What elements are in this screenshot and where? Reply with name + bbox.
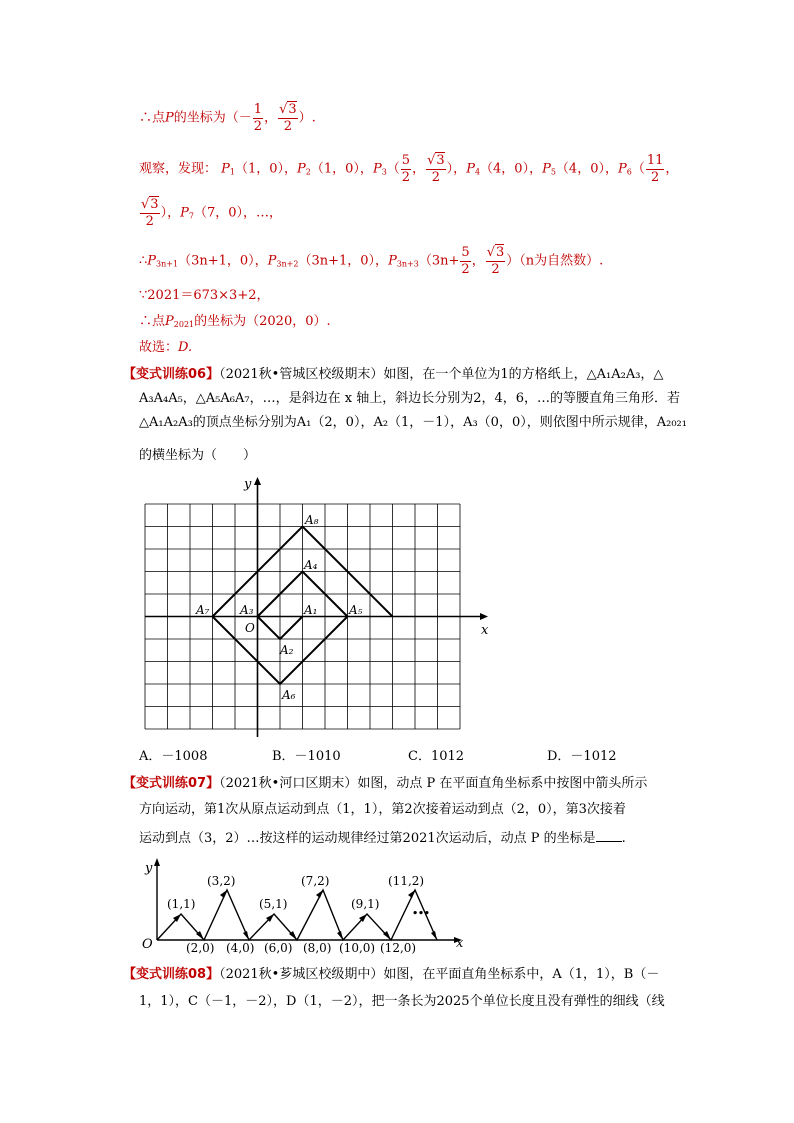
label-a6: A₆ bbox=[282, 688, 296, 702]
y-axis-label: y bbox=[244, 477, 252, 492]
var: P bbox=[297, 161, 306, 177]
label-p20: (2,0) bbox=[186, 941, 215, 955]
q07-zigzag-diagram bbox=[140, 852, 475, 958]
den: 2 bbox=[491, 262, 500, 277]
text: ）. bbox=[298, 110, 316, 126]
text: ， bbox=[412, 161, 426, 177]
text: （2021秋•河口区期末）如图，动点 P 在平面直角坐标系中按图中箭头所示 bbox=[219, 776, 648, 791]
num: √3 bbox=[486, 245, 505, 260]
sub: 3n+3 bbox=[396, 259, 419, 269]
label-p40: (4,0) bbox=[226, 941, 255, 955]
var: P bbox=[147, 253, 157, 269]
sub: 5 bbox=[550, 167, 556, 177]
q07-line-3 bbox=[139, 829, 626, 848]
text: . bbox=[621, 831, 626, 846]
fraction bbox=[401, 153, 411, 186]
label-a5: A₅ bbox=[349, 603, 363, 617]
var: P bbox=[466, 161, 475, 177]
text: （ bbox=[386, 161, 400, 177]
origin-label: O bbox=[245, 621, 255, 635]
num: 11 bbox=[646, 152, 664, 168]
choice-a[interactable]: A．－1008 bbox=[139, 749, 208, 764]
den: 2 bbox=[650, 169, 660, 185]
label-p112: (11,2) bbox=[388, 874, 425, 888]
label-p100: (10,0) bbox=[339, 941, 376, 955]
y-axis-arrow bbox=[154, 858, 160, 866]
q07-line-2: 方向运动，第1次从原点运动到点（1，1），第2次接着运动到点（2，0），第3次接着 bbox=[139, 802, 626, 817]
q08-line-2: 1，1），C（－1，－2），D（1，－2），把一条长为2025个单位长度且没有弹性的细线（线 bbox=[139, 994, 665, 1009]
label-a1: A₁ bbox=[304, 603, 318, 617]
text: （ bbox=[631, 161, 645, 177]
solution-line-6 bbox=[139, 313, 331, 334]
x-axis-arrow bbox=[480, 613, 488, 620]
label-p60: (6,0) bbox=[264, 941, 293, 955]
num: √3 bbox=[141, 197, 159, 212]
text: ）， bbox=[446, 161, 467, 177]
sub: 3n+2 bbox=[276, 259, 299, 269]
label-p51: (5,1) bbox=[259, 897, 288, 911]
label-p11: (1,1) bbox=[167, 897, 196, 911]
var: P bbox=[165, 110, 174, 126]
text: 运动到点（3，2）…按这样的运动规律经过第2021次运动后，动点 P 的坐标是 bbox=[139, 831, 596, 846]
label-a7: A₇ bbox=[196, 603, 210, 617]
num: 5 bbox=[461, 244, 470, 260]
text: （3n+1，0）， bbox=[298, 253, 389, 269]
num: 5 bbox=[401, 152, 411, 168]
text: ∴ bbox=[139, 253, 148, 269]
sqrt: 3 bbox=[288, 102, 297, 117]
label-a8: A₈ bbox=[305, 513, 319, 527]
text: （3n+ bbox=[418, 253, 460, 269]
sub: 4 bbox=[474, 167, 481, 177]
fraction bbox=[426, 152, 446, 186]
solution-line-1 bbox=[139, 101, 316, 135]
text: ， bbox=[665, 161, 679, 177]
q06-line-3: △A₁A₂A₃的顶点坐标分别为A₁（2，0），A₂（1，－1），A₃（0，0），则依图中所示规律，A₂₀₂₁ bbox=[139, 415, 687, 430]
text: 故选： bbox=[139, 340, 179, 355]
label-p32: (3,2) bbox=[207, 874, 236, 888]
label-a2: A₂ bbox=[280, 643, 294, 657]
origin-label: O bbox=[142, 937, 153, 952]
choice-c[interactable]: C．1012 bbox=[408, 749, 465, 764]
text: （1，0）， bbox=[235, 161, 298, 177]
var: P bbox=[542, 161, 551, 177]
text: ， bbox=[471, 253, 485, 269]
label-p91: (9,1) bbox=[351, 897, 380, 911]
answer-blank[interactable] bbox=[596, 829, 622, 842]
text: （2021秋•芗城区校级期中）如图，在平面直角坐标系中，A（1，1），B（－ bbox=[219, 967, 660, 982]
text: （3n+1，0）， bbox=[178, 253, 268, 269]
label-a3: A₃ bbox=[240, 603, 254, 617]
sub: 1 bbox=[229, 167, 235, 177]
text: 观察，发现： bbox=[139, 161, 218, 177]
text: （4，0）， bbox=[480, 161, 543, 177]
den: 2 bbox=[283, 119, 292, 134]
fraction bbox=[278, 101, 298, 135]
text: ∴点 bbox=[139, 314, 166, 329]
den: 2 bbox=[145, 214, 154, 229]
text: （7，0），…， bbox=[193, 205, 282, 221]
fraction bbox=[486, 244, 506, 278]
var: P bbox=[180, 205, 189, 221]
solution-line-2 bbox=[139, 152, 678, 186]
fraction bbox=[253, 102, 263, 135]
sqrt: 3 bbox=[150, 197, 159, 212]
var: P bbox=[221, 161, 230, 177]
sub: 2021 bbox=[173, 320, 195, 329]
text: 的坐标为（－ bbox=[173, 110, 252, 126]
solution-line-7 bbox=[139, 339, 192, 357]
den: 2 bbox=[253, 118, 263, 134]
sub: 7 bbox=[188, 211, 194, 221]
x-axis-label: x bbox=[456, 936, 464, 951]
sqrt: 3 bbox=[496, 245, 505, 260]
fraction bbox=[646, 153, 665, 186]
sub: 6 bbox=[626, 167, 632, 177]
y-axis-label: y bbox=[145, 861, 153, 876]
x-axis-label: x bbox=[481, 623, 489, 638]
solution-line-5: ∵2021＝673×3+2， bbox=[139, 288, 270, 303]
solution-line-3 bbox=[139, 196, 282, 230]
label-p80: (8,0) bbox=[303, 941, 332, 955]
text: （2021秋•管城区校级期末）如图，在一个单位为1的方格纸上，△A₁A₂A₃，△ bbox=[219, 367, 664, 382]
sub: 3 bbox=[381, 167, 387, 177]
q08-line-1 bbox=[123, 966, 659, 984]
text: （4，0）， bbox=[555, 161, 618, 177]
den: 2 bbox=[431, 170, 441, 185]
var: P bbox=[165, 314, 174, 329]
q06-line-4: 的横坐标为（ ） bbox=[139, 448, 257, 463]
fraction bbox=[140, 196, 160, 230]
text: ）（n为自然数）. bbox=[506, 253, 604, 269]
num: √3 bbox=[279, 102, 297, 117]
arrowheads bbox=[173, 890, 437, 940]
q06-grid-diagram bbox=[130, 472, 500, 744]
sqrt: 3 bbox=[436, 153, 445, 168]
sub: 3n+1 bbox=[156, 259, 179, 269]
text: ， bbox=[264, 110, 278, 126]
q07-line-1 bbox=[123, 775, 647, 793]
y-axis-arrow bbox=[254, 477, 261, 485]
fraction bbox=[460, 245, 470, 278]
q06-line-2: A₃A₄A₅，△A₅A₆A₇，…，是斜边在 x 轴上，斜边长分别为2，4，6，…的等腰直角三角形．若 bbox=[139, 391, 681, 406]
answer: D. bbox=[178, 340, 193, 355]
text: 的坐标为（2020，0）. bbox=[194, 314, 331, 329]
label-a4: A₄ bbox=[304, 558, 318, 572]
var: P bbox=[267, 253, 277, 269]
var: P bbox=[372, 161, 382, 177]
label-p72: (7,2) bbox=[301, 874, 330, 888]
question-tag: 【变式训练06】 bbox=[123, 367, 220, 382]
ellipsis: … bbox=[412, 898, 430, 919]
text: ）， bbox=[160, 205, 181, 221]
question-tag: 【变式训练08】 bbox=[123, 967, 220, 982]
den: 2 bbox=[461, 261, 470, 277]
label-p120: (12,0) bbox=[380, 941, 417, 955]
solution-line-4 bbox=[139, 244, 603, 278]
text: ∴点 bbox=[139, 110, 166, 126]
choice-d[interactable]: D．－1012 bbox=[547, 749, 617, 764]
var: P bbox=[388, 253, 397, 269]
var: P bbox=[617, 161, 627, 177]
text: （1，0）， bbox=[310, 161, 373, 177]
num: √3 bbox=[427, 153, 445, 168]
den: 2 bbox=[401, 169, 411, 185]
sub: 2 bbox=[305, 167, 311, 177]
q06-line-1 bbox=[123, 366, 663, 384]
question-tag: 【变式训练07】 bbox=[123, 776, 220, 791]
choice-b[interactable]: B．－1010 bbox=[272, 749, 341, 764]
num: 1 bbox=[253, 101, 263, 117]
